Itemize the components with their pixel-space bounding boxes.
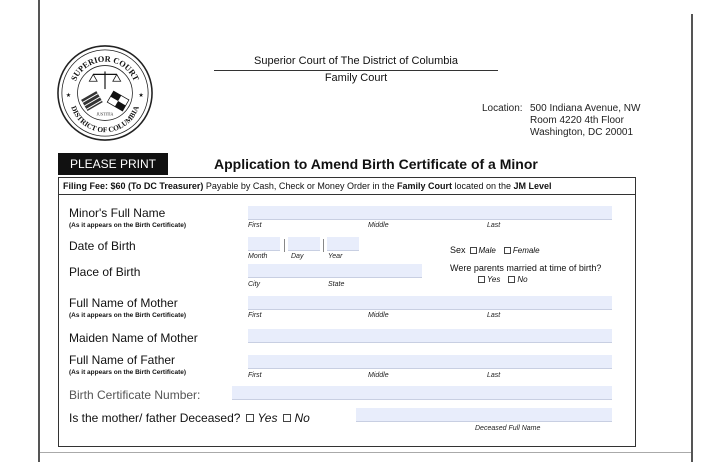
mother-last-caption: Last: [487, 312, 501, 319]
dob-day-caption: Day: [291, 253, 304, 260]
married-yes-checkbox[interactable]: [478, 276, 485, 283]
father-name-note: (As it appears on the Birth Certificate): [69, 369, 187, 376]
dob-year-caption: Year: [328, 253, 343, 260]
place-of-birth-label: Place of Birth: [69, 265, 141, 279]
page-edge-left: [38, 0, 40, 462]
married-no-label: No: [517, 275, 528, 284]
father-middle-caption: Middle: [368, 372, 389, 379]
filing-fee-bar: [59, 178, 635, 195]
court-title-underline: [214, 70, 498, 71]
court-location: [482, 103, 640, 139]
minor-name-field[interactable]: [248, 206, 612, 220]
married-no-checkbox[interactable]: [508, 276, 515, 283]
cert-number-label: Birth Certificate Number:: [69, 388, 201, 402]
female-label: Female: [512, 245, 540, 255]
court-seal-icon: [56, 44, 154, 142]
mother-name-field[interactable]: [248, 296, 612, 310]
married-question: [450, 263, 601, 273]
male-checkbox[interactable]: [470, 247, 477, 254]
deceased-question: Is the mother/ father Deceased?: [69, 411, 241, 425]
male-label: Male: [478, 245, 496, 255]
form-title: Application to Amend Birth Certificate of a Minor: [214, 156, 538, 172]
mother-first-caption: First: [248, 312, 262, 319]
mother-name-note: (As it appears on the Birth Certificate): [69, 312, 187, 319]
seal-motto: JUSTITIA: [96, 112, 114, 117]
location-label: Location:: [482, 103, 523, 114]
state-caption: State: [328, 281, 345, 288]
dob-month-field[interactable]: [248, 237, 280, 251]
maiden-name-label: Maiden Name of Mother: [69, 331, 198, 345]
mother-name-label: Full Name of Mother: [69, 296, 178, 310]
dob-month-caption: Month: [248, 253, 268, 260]
dob-separator-1: [284, 239, 285, 252]
seal-text-bottom: DISTRICT OF COLUMBIA: [69, 104, 141, 135]
svg-text:★: ★: [65, 92, 72, 99]
minor-name-label: Minor's Full Name: [69, 206, 166, 220]
father-name-field[interactable]: [248, 355, 612, 369]
deceased-row: [69, 411, 310, 425]
dob-day-field[interactable]: [288, 237, 320, 251]
location-line-3: Washington, DC 20001: [530, 127, 634, 138]
court-title: Superior Court of The District of Columbia: [254, 55, 458, 67]
deceased-yes-label: Yes: [257, 411, 278, 425]
minor-last-caption: Last: [487, 222, 501, 229]
page-bottom-line: [40, 452, 691, 453]
filing-fee-location: Family Court: [396, 181, 452, 191]
father-last-caption: Last: [487, 372, 501, 379]
dob-label: Date of Birth: [69, 239, 136, 253]
location-line-2: Room 4220 4th Floor: [530, 115, 624, 126]
sex-row: [450, 245, 544, 255]
filing-fee-text-1: Payable by Cash, Check or Money Order in the: [203, 181, 397, 191]
mother-middle-caption: Middle: [368, 312, 389, 319]
minor-name-note: (As it appears on the Birth Certificate): [69, 222, 187, 229]
father-name-label: Full Name of Father: [69, 353, 176, 367]
svg-text:★: ★: [138, 92, 144, 99]
minor-first-caption: First: [248, 222, 262, 229]
married-question-text: Were parents married at time of birth?: [450, 263, 602, 273]
sex-label: Sex: [450, 245, 466, 255]
deceased-no-checkbox[interactable]: [283, 414, 291, 422]
deceased-yes-checkbox[interactable]: [246, 414, 254, 422]
dob-separator-2: [323, 239, 324, 252]
please-print-badge: PLEASE PRINT: [58, 153, 168, 175]
married-options: [474, 275, 532, 284]
page-edge-right: [691, 14, 693, 462]
married-yes-label: Yes: [487, 275, 501, 284]
seal-text-top: SUPERIOR COURT: [69, 54, 141, 83]
dob-year-field[interactable]: [327, 237, 359, 251]
filing-fee-label: Filing Fee: $60 (To DC Treasurer): [63, 181, 204, 191]
maiden-name-field[interactable]: [248, 329, 612, 343]
cert-number-field[interactable]: [232, 386, 612, 400]
place-of-birth-field[interactable]: [248, 264, 422, 278]
deceased-name-caption: Deceased Full Name: [475, 425, 541, 432]
deceased-name-field[interactable]: [356, 408, 612, 422]
city-caption: City: [248, 281, 261, 288]
filing-fee-level: JM Level: [513, 181, 552, 191]
father-first-caption: First: [248, 372, 262, 379]
filing-fee-text-2: located on the: [451, 181, 514, 191]
location-line-1: 500 Indiana Avenue, NW: [530, 103, 641, 114]
court-division: Family Court: [324, 72, 388, 84]
deceased-no-label: No: [294, 411, 310, 425]
female-checkbox[interactable]: [504, 247, 511, 254]
minor-middle-caption: Middle: [368, 222, 389, 229]
